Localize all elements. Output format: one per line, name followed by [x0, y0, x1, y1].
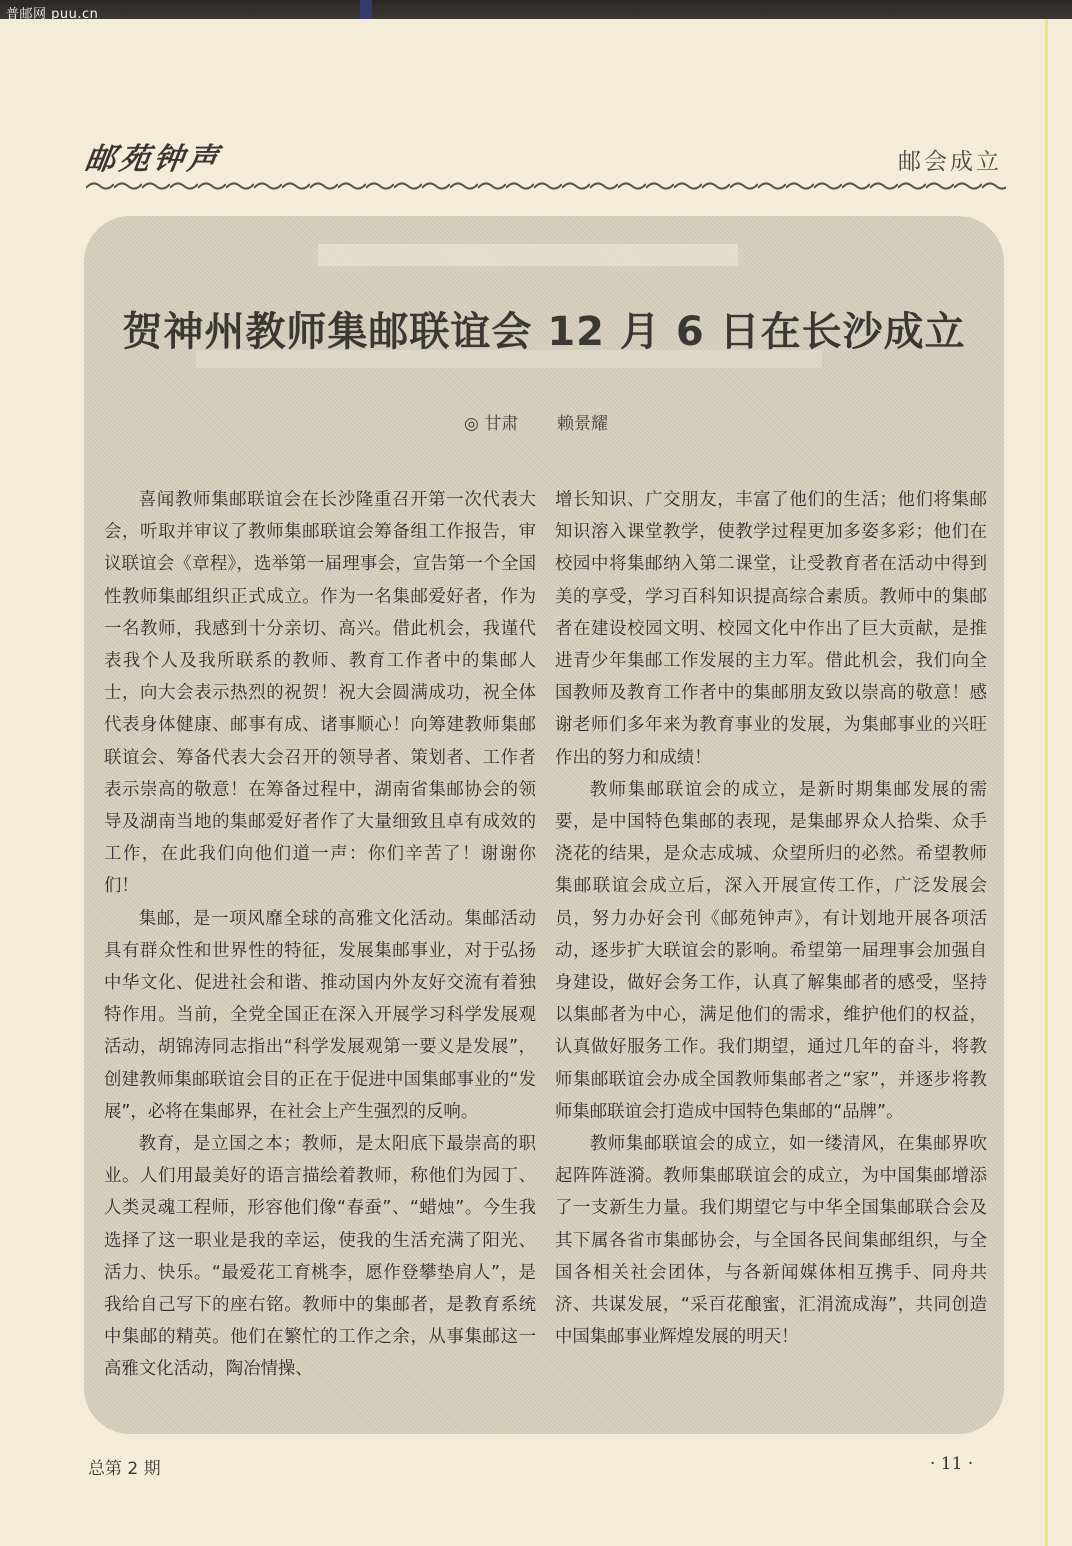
page-number: · 11 · — [930, 1454, 974, 1474]
byline-symbol: ◎ — [463, 414, 479, 434]
paragraph: 教育，是立国之本；教师，是太阳底下最崇高的职业。人们用最美好的语言描绘着教师，称他们为园丁、人类灵魂工程师，形容他们像“春蚕”、“蜡烛”。今生我选择了这一职业是我的幸运，使我的生活充满了阳光、活力、快乐。“最爱花工育桃李，愿作登攀垫肩人”，是我给自己写下的座右铭。教师中的集邮者，是教育系统中集邮的精英。他们在繁忙的工作之余，从事集邮这一高雅文化活动，陶冶情操、 — [104, 1134, 536, 1380]
left-column — [104, 484, 536, 1386]
wave-divider-icon — [86, 180, 1006, 192]
title-highlight — [318, 244, 738, 266]
article-title: 贺神州教师集邮联谊会 12 月 6 日在长沙成立 — [122, 309, 966, 355]
paragraph: 教师集邮联谊会的成立，是新时期集邮发展的需要，是中国特色集邮的表现，是集邮界众人拾柴、众手浇花的结果，是众志成城、众望所归的必然。希望教师集邮联谊会成立后，深入开展宣传工作，广泛发展会员，努力办好会刊《邮苑钟声》，有计划地开展各项活动，逐步扩大联谊会的影响。希望第一届理事会加强自身建设，做好会务工作，认真了解集邮者的感受，坚持以集邮者为中心，满足他们的需求，维护他们的权益，认真做好服务工作。我们期望，通过几年的奋斗，将教师集邮联谊会办成全国教师集邮者之“家”，并逐步将教师集邮联谊会打造成中国特色集邮的“品牌”。 — [555, 779, 987, 1122]
right-column — [555, 484, 987, 1353]
paragraph: 教师集邮联谊会的成立，如一缕清风，在集邮界吹起阵阵涟漪。教师集邮联谊会的成立，为中国集邮增添了一支新生力量。我们期望它与中华全国集邮联合会及其下属各省市集邮协会，与全国各民间集邮组织，与全国各相关社会团体，与各新闻媒体相互携手、同舟共济、共谋发展，“采百花酿蜜，汇涓流成海”，共同创造中国集邮事业辉煌发展的明天！ — [555, 1134, 987, 1348]
paragraph: 喜闻教师集邮联谊会在长沙隆重召开第一次代表大会，听取并审议了教师集邮联谊会筹备组工作报告，审议联谊会《章程》，选举第一届理事会，宣告第一个全国性教师集邮组织正式成立。作为一名集邮爱好者，作为一名教师，我感到十分亲切、高兴。借此机会，我谨代表我个人及我所联系的教师、教育工作者中的集邮人士，向大会表示热烈的祝贺！祝大会圆满成功，祝全体代表身体健康、邮事有成、诸事顺心！向筹建教师集邮联谊会、筹备代表大会召开的领导者、策划者、工作者表示崇高的敬意！在筹备过程中，湖南省集邮协会的领导及湖南当地的集邮爱好者作了大量细致且卓有成效的工作，在此我们向他们道一声：你们辛苦了！谢谢你们！ — [104, 490, 536, 897]
issue-number: 总第 2 期 — [88, 1459, 161, 1479]
scan-edge-line — [1045, 19, 1048, 1546]
byline — [0, 409, 1072, 434]
paragraph: 集邮，是一项风靡全球的高雅文化活动。集邮活动具有群众性和世界性的特征，发展集邮事业，对于弘扬中华文化、促进社会和谐、推动国内外友好交流有着独特作用。当前，全党全国正在深入开展学习科学发展观活动，胡锦涛同志指出“科学发展观第一要义是发展”，创建教师集邮联谊会目的正在于促进中国集邮事业的“发展”，必将在集邮界，在社会上产生强烈的反响。 — [104, 908, 536, 1122]
scan-top-edge — [0, 0, 1072, 22]
byline-author: 赖景耀 — [557, 414, 609, 434]
scan-artifact — [360, 0, 372, 19]
byline-place: 甘肃 — [484, 414, 519, 434]
column-logo: 邮苑钟声 — [83, 142, 224, 177]
paragraph: 增长知识、广交朋友，丰富了他们的生活；他们将集邮知识溶入课堂教学，使教学过程更加多姿多彩；他们在校园中将集邮纳入第二课堂，让受教育者在活动中得到美的享受，学习百科知识提高综合素质。教师中的集邮者在建设校园文明、校园文化中作出了巨大贡献，是推进青少年集邮工作发展的主力军。借此机会，我们向全国教师及教育工作者中的集邮朋友致以崇高的敬意！感谢老师们多年来为教育事业的发展，为集邮事业的兴旺作出的努力和成绩！ — [555, 490, 987, 768]
section-tag: 邮会成立 — [898, 149, 1002, 175]
site-watermark: 普邮网 puu.cn — [6, 7, 99, 22]
